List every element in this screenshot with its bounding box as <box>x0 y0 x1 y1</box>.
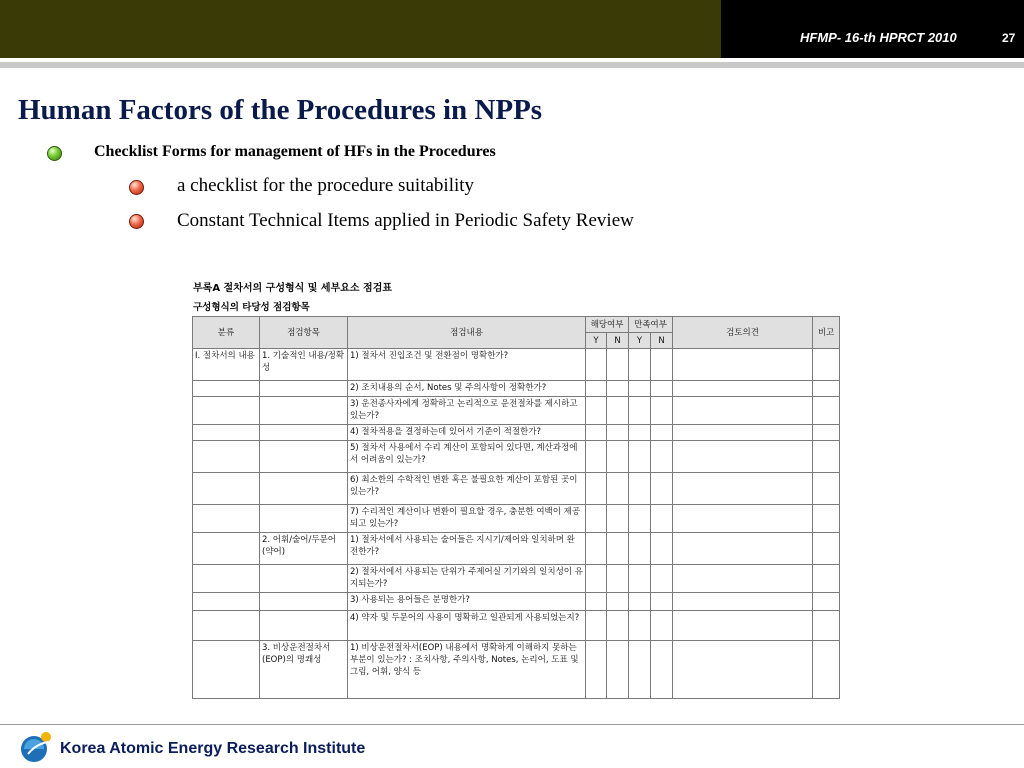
checklist-table <box>192 316 840 699</box>
table-row <box>193 381 840 397</box>
cell-category: I. 절차서의 내용 <box>193 349 260 381</box>
cell-category <box>193 533 260 565</box>
institute-name: Korea Atomic Energy Research Institute <box>60 740 366 757</box>
col-n: N <box>607 333 629 349</box>
cell-content: 5) 절차서 사용에서 수리 계산이 포함되어 있다면, 계산과정에서 어려움이 있는가? <box>348 441 586 473</box>
col-satisfied: 만족여부 <box>629 317 673 333</box>
cell-category <box>193 397 260 425</box>
document-heading: 부록A 절차서의 구성형식 및 세부요소 점검표 <box>193 283 393 294</box>
table-row <box>193 565 840 593</box>
cell-category <box>193 381 260 397</box>
cell-category <box>193 641 260 699</box>
conference-label: HFMP- 16-th HPRCT 2010 <box>800 30 957 45</box>
cell-content: 2) 절차서에서 사용되는 단위가 주제어실 기기와의 일치성이 유지되는가? <box>348 565 586 593</box>
col-y: Y <box>629 333 651 349</box>
cell-category <box>193 593 260 611</box>
cell-item <box>260 611 348 641</box>
cell-item <box>260 397 348 425</box>
col-n: N <box>651 333 673 349</box>
page-number: 27 <box>1002 31 1016 45</box>
table-row <box>193 505 840 533</box>
table-row <box>193 425 840 441</box>
header-bar-right <box>721 0 1024 58</box>
col-category: 분류 <box>193 317 260 349</box>
cell-item <box>260 565 348 593</box>
cell-content: 4) 절차적용을 결정하는데 있어서 기준이 적절한가? <box>348 425 586 441</box>
kaeri-logo-icon <box>16 730 56 766</box>
document-subheading: 구성형식의 타당성 점검항목 <box>193 302 310 313</box>
header-bar <box>0 0 721 58</box>
red-bullet-icon <box>129 214 144 229</box>
cell-category <box>193 441 260 473</box>
cell-category <box>193 425 260 441</box>
footer-divider <box>0 724 1024 725</box>
cell-content: 4) 약자 및 두문어의 사용이 명확하고 일관되게 사용되었는지? <box>348 611 586 641</box>
cell-item <box>260 441 348 473</box>
cell-item: 3. 비상운전절차서(EOP)의 명쾌성 <box>260 641 348 699</box>
green-bullet-icon <box>47 146 62 161</box>
cell-content: 1) 절차서에서 사용되는 술어들은 지시기/제어와 일치하며 완전한가? <box>348 533 586 565</box>
cell-content: 2) 조치내용의 순서, Notes 및 주의사항이 정확한가? <box>348 381 586 397</box>
cell-item: 2. 어휘/술어/두문어(약어) <box>260 533 348 565</box>
bullet-main: Checklist Forms for management of HFs in the Procedures <box>94 143 496 160</box>
cell-content: 7) 수리적인 계산이나 변환이 필요할 경우, 충분한 여백이 제공되고 있는가? <box>348 505 586 533</box>
cell-category <box>193 505 260 533</box>
red-bullet-icon <box>129 180 144 195</box>
cell-content: 3) 사용되는 용어들은 분명한가? <box>348 593 586 611</box>
cell-content: 3) 운전종사자에게 정확하고 논리적으로 운전절차를 제시하고 있는가? <box>348 397 586 425</box>
table-row <box>193 533 840 565</box>
cell-content: 1) 절차서 진입조건 및 전환점이 명확한가? <box>348 349 586 381</box>
table-row <box>193 611 840 641</box>
col-remarks: 비고 <box>813 317 840 349</box>
table-row <box>193 473 840 505</box>
cell-category <box>193 473 260 505</box>
cell-item <box>260 473 348 505</box>
cell-item <box>260 593 348 611</box>
cell-item <box>260 381 348 397</box>
bullet-sub-1: a checklist for the procedure suitability <box>177 175 475 196</box>
cell-category <box>193 611 260 641</box>
cell-category <box>193 565 260 593</box>
col-review: 검토의견 <box>673 317 813 349</box>
header-divider <box>0 62 1024 68</box>
bullet-sub-2: Constant Technical Items applied in Periodic Safety Review <box>177 210 634 231</box>
col-content: 점검내용 <box>348 317 586 349</box>
table-row <box>193 441 840 473</box>
table-row <box>193 641 840 699</box>
cell-item <box>260 505 348 533</box>
table-row <box>193 349 840 381</box>
cell-content: 1) 비상운전절차서(EOP) 내용에서 명확하게 이해하지 못하는 부분이 있는가? : 조치사항, 주의사항, Notes, 논리어, 도표 및 그림, 어휘, 양식 등 <box>348 641 586 699</box>
col-applicable: 해당여부 <box>586 317 629 333</box>
table-row <box>193 397 840 425</box>
slide-title: Human Factors of the Procedures in NPPs <box>18 94 543 126</box>
cell-item: 1. 기술적인 내용/정확성 <box>260 349 348 381</box>
cell-item <box>260 425 348 441</box>
cell-content: 6) 최소한의 수학적인 변환 혹은 불필요한 계산이 포함된 곳이 있는가? <box>348 473 586 505</box>
col-y: Y <box>586 333 607 349</box>
col-check-item: 점검항목 <box>260 317 348 349</box>
table-row <box>193 593 840 611</box>
